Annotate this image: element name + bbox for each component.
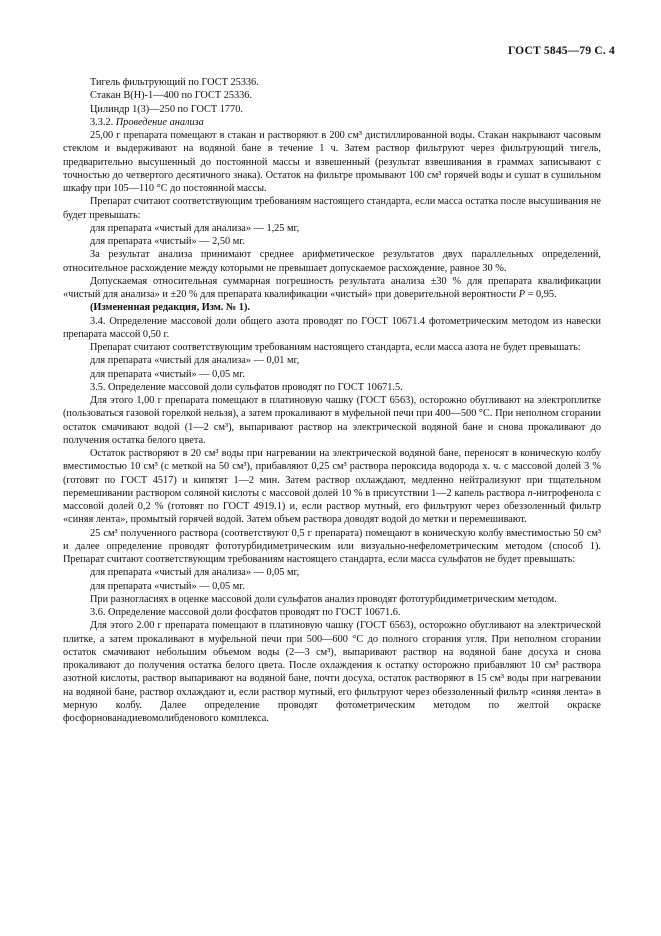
equipment-line-cylinder: Цилиндр 1(3)—250 по ГОСТ 1770.	[90, 103, 243, 115]
paragraph-nitrogen: 3.4. Определение массовой доли общего азота проводят по ГОСТ 10671.4 фотометрическим методом из навески препарата массой 0,50 г.	[63, 315, 601, 340]
probability-value: = 0,95.	[525, 289, 557, 300]
nitrogen-limit-analytical: для препарата «чистый для анализа» — 0,01 мг,	[90, 355, 300, 367]
paragraph-sulfates-determination: 25 см³ полученного раствора (соответствуют 0,5 г препарата) помещают в коническую колбу вместимостью 50 см³ и далее определение проводят фототурбидиметрическим или визуально-нефелометрическим методом (способ 1). Препарат считают соответствующим требованиям настоящего стандарта, если масса сульфатов не будет превышать:	[63, 527, 601, 565]
nitrogen-limit-pure: для препарата «чистый» — 0,05 мг.	[90, 368, 245, 380]
paragraph-requirement: Препарат считают соответствующим требованиям настоящего стандарта, если масса остатка после высушивания не будет превышать:	[63, 196, 601, 221]
paragraph-procedure: 25,00 г препарата помещают в стакан и растворяют в 200 см³ дистиллированной воды. Стакан накрывают часовым стеклом и выдерживают на водяной бане в течение 1 ч. Затем раствор фильтруют через фильтрующий тигель, предварительно высушенный до постоянной массы и взвешенный (результат взвешивания в граммах записывают с точностью до четвертого десятичного знака). Остаток на фильтре промывают 100 см³ горячей воды и сушат в сушильном шкафу при 105—110 °С до постоянной массы.	[63, 130, 601, 194]
document-body	[63, 76, 601, 725]
paragraph-sulfates-heading: 3.5. Определение массовой доли сульфатов проводят по ГОСТ 10671.5.	[90, 381, 403, 393]
sulfate-limit-analytical: для препарата «чистый для анализа» — 0,05 мг,	[90, 567, 300, 579]
section-number: 3.3.2.	[90, 116, 114, 128]
dissolution-text-a: Остаток растворяют в 20 см³ воды при нагревании на электрической водяной бане, переносят в коническую колбу вместимостью 10 см³ (с меткой на 50 см³), прибавляют 0,25 см³ раствора пероксида водорода х. ч. с массовой долей 3 % (готовят по ГОСТ 4517) и кипятят 1—2 мин. Затем раствор охлаждают, медленно нейтрализуют при тщательном перемешивании раствором соляной кислоты с массовой долей 10 % в присутствии 1—2 капель раствора	[63, 448, 601, 499]
paragraph-phosphates-heading: 3.6. Определение массовой доли фосфатов проводят по ГОСТ 10671.6.	[90, 607, 401, 618]
paragraph-nitrogen-requirement: Препарат считают соответствующим требованиям настоящего стандарта, если масса азота не будет превышать:	[90, 342, 581, 353]
nitrophenol-prefix: n	[527, 487, 533, 499]
section-title: Проведение анализа	[115, 116, 204, 128]
paragraph-sulfates-dissolution	[63, 447, 601, 527]
paragraph-error	[63, 275, 601, 302]
paragraph-disagreement: При разногласиях в оценке массовой доли сульфатов анализ проводят фототурбидиметрическим методом.	[90, 593, 557, 605]
page-header: ГОСТ 5845—79 С. 4	[507, 45, 615, 57]
amendment-note: (Измененная редакция, Изм. № 1).	[90, 302, 250, 314]
paragraph-phosphates-procedure: Для этого 2.00 г препарата помещают в платиновую чашку (ГОСТ 6563), осторожно обугливают на электрической плитке, а затем прокаливают в муфельной печи при 500—600 °С до полного сгорания угля. При неполном сгорании остаток смачивают небольшим объемом воды (2—3 см³), выпаривают раствор на водяной бане досуха и снова прокаливают до получения остатка белого цвета. После охлаждения к остатку осторожно прибавляют 10 см³ раствора азотной кислоты, раствор выпаривают на водяной бане, почти досуха, остаток растворяют в 15 см³ воды при нагревании на водяной бане, раствор охлаждают и, если раствор мутный, его фильтруют через обеззоленный фильтр «синяя лента» в мерную колбу. Далее определение проводят фотометрическим методом по желтой окраске фосфорнованадиевомолибденового комплекса.	[63, 620, 601, 724]
error-text: Допускаемая относительная суммарная погрешность результата анализа ±30 % для препарата квалификации «чистый для анализа» и ±20 % для препарата квалификации «чистый» при доверительной вероятности	[63, 275, 601, 300]
section-heading-analysis	[63, 116, 601, 129]
paragraph-sulfates-ashing: Для этого 1,00 г препарата помещают в платиновую чашку (ГОСТ 6563), осторожно обугливают на электроплитке (пользоваться газовой горелкой нельзя), а затем прокаливают в муфельной печи при 400—500 °С. При неполном сгорании остаток смачивают водой (1—2 см³), выпаривают раствор на электрической водяной бане и снова прокаливают до получения остатка белого цвета.	[63, 395, 601, 446]
limit-item-pure-grade: для препарата «чистый» — 2,50 мг.	[90, 236, 245, 247]
paragraph-result: За результат анализа принимают среднее арифметическое результатов двух параллельных определений, относительное расхождение между которыми не превышает допускаемое расхождение, равное 30 %.	[63, 249, 601, 274]
equipment-line-crucible: Тигель фильтрующий по ГОСТ 25336.	[90, 77, 259, 88]
sulfate-limit-pure: для препарата «чистый» — 0,05 мг.	[90, 580, 245, 592]
probability-symbol: P	[518, 289, 526, 300]
dissolution-text-b: -нитрофенола с массовой долей 0,2 % (готовят по ГОСТ 4919.1) и, если раствор мутный, его фильтруют через обеззоленный фильтр «синяя лента», промытый горячей водой. Затем объем раствора доводят водой до метки и перемешивают.	[63, 487, 601, 526]
limit-item-analytical-grade: для препарата «чистый для анализа» — 1,25 мг,	[90, 222, 300, 234]
equipment-line-beaker: Стакан В(Н)-1—400 по ГОСТ 25336.	[90, 90, 253, 102]
